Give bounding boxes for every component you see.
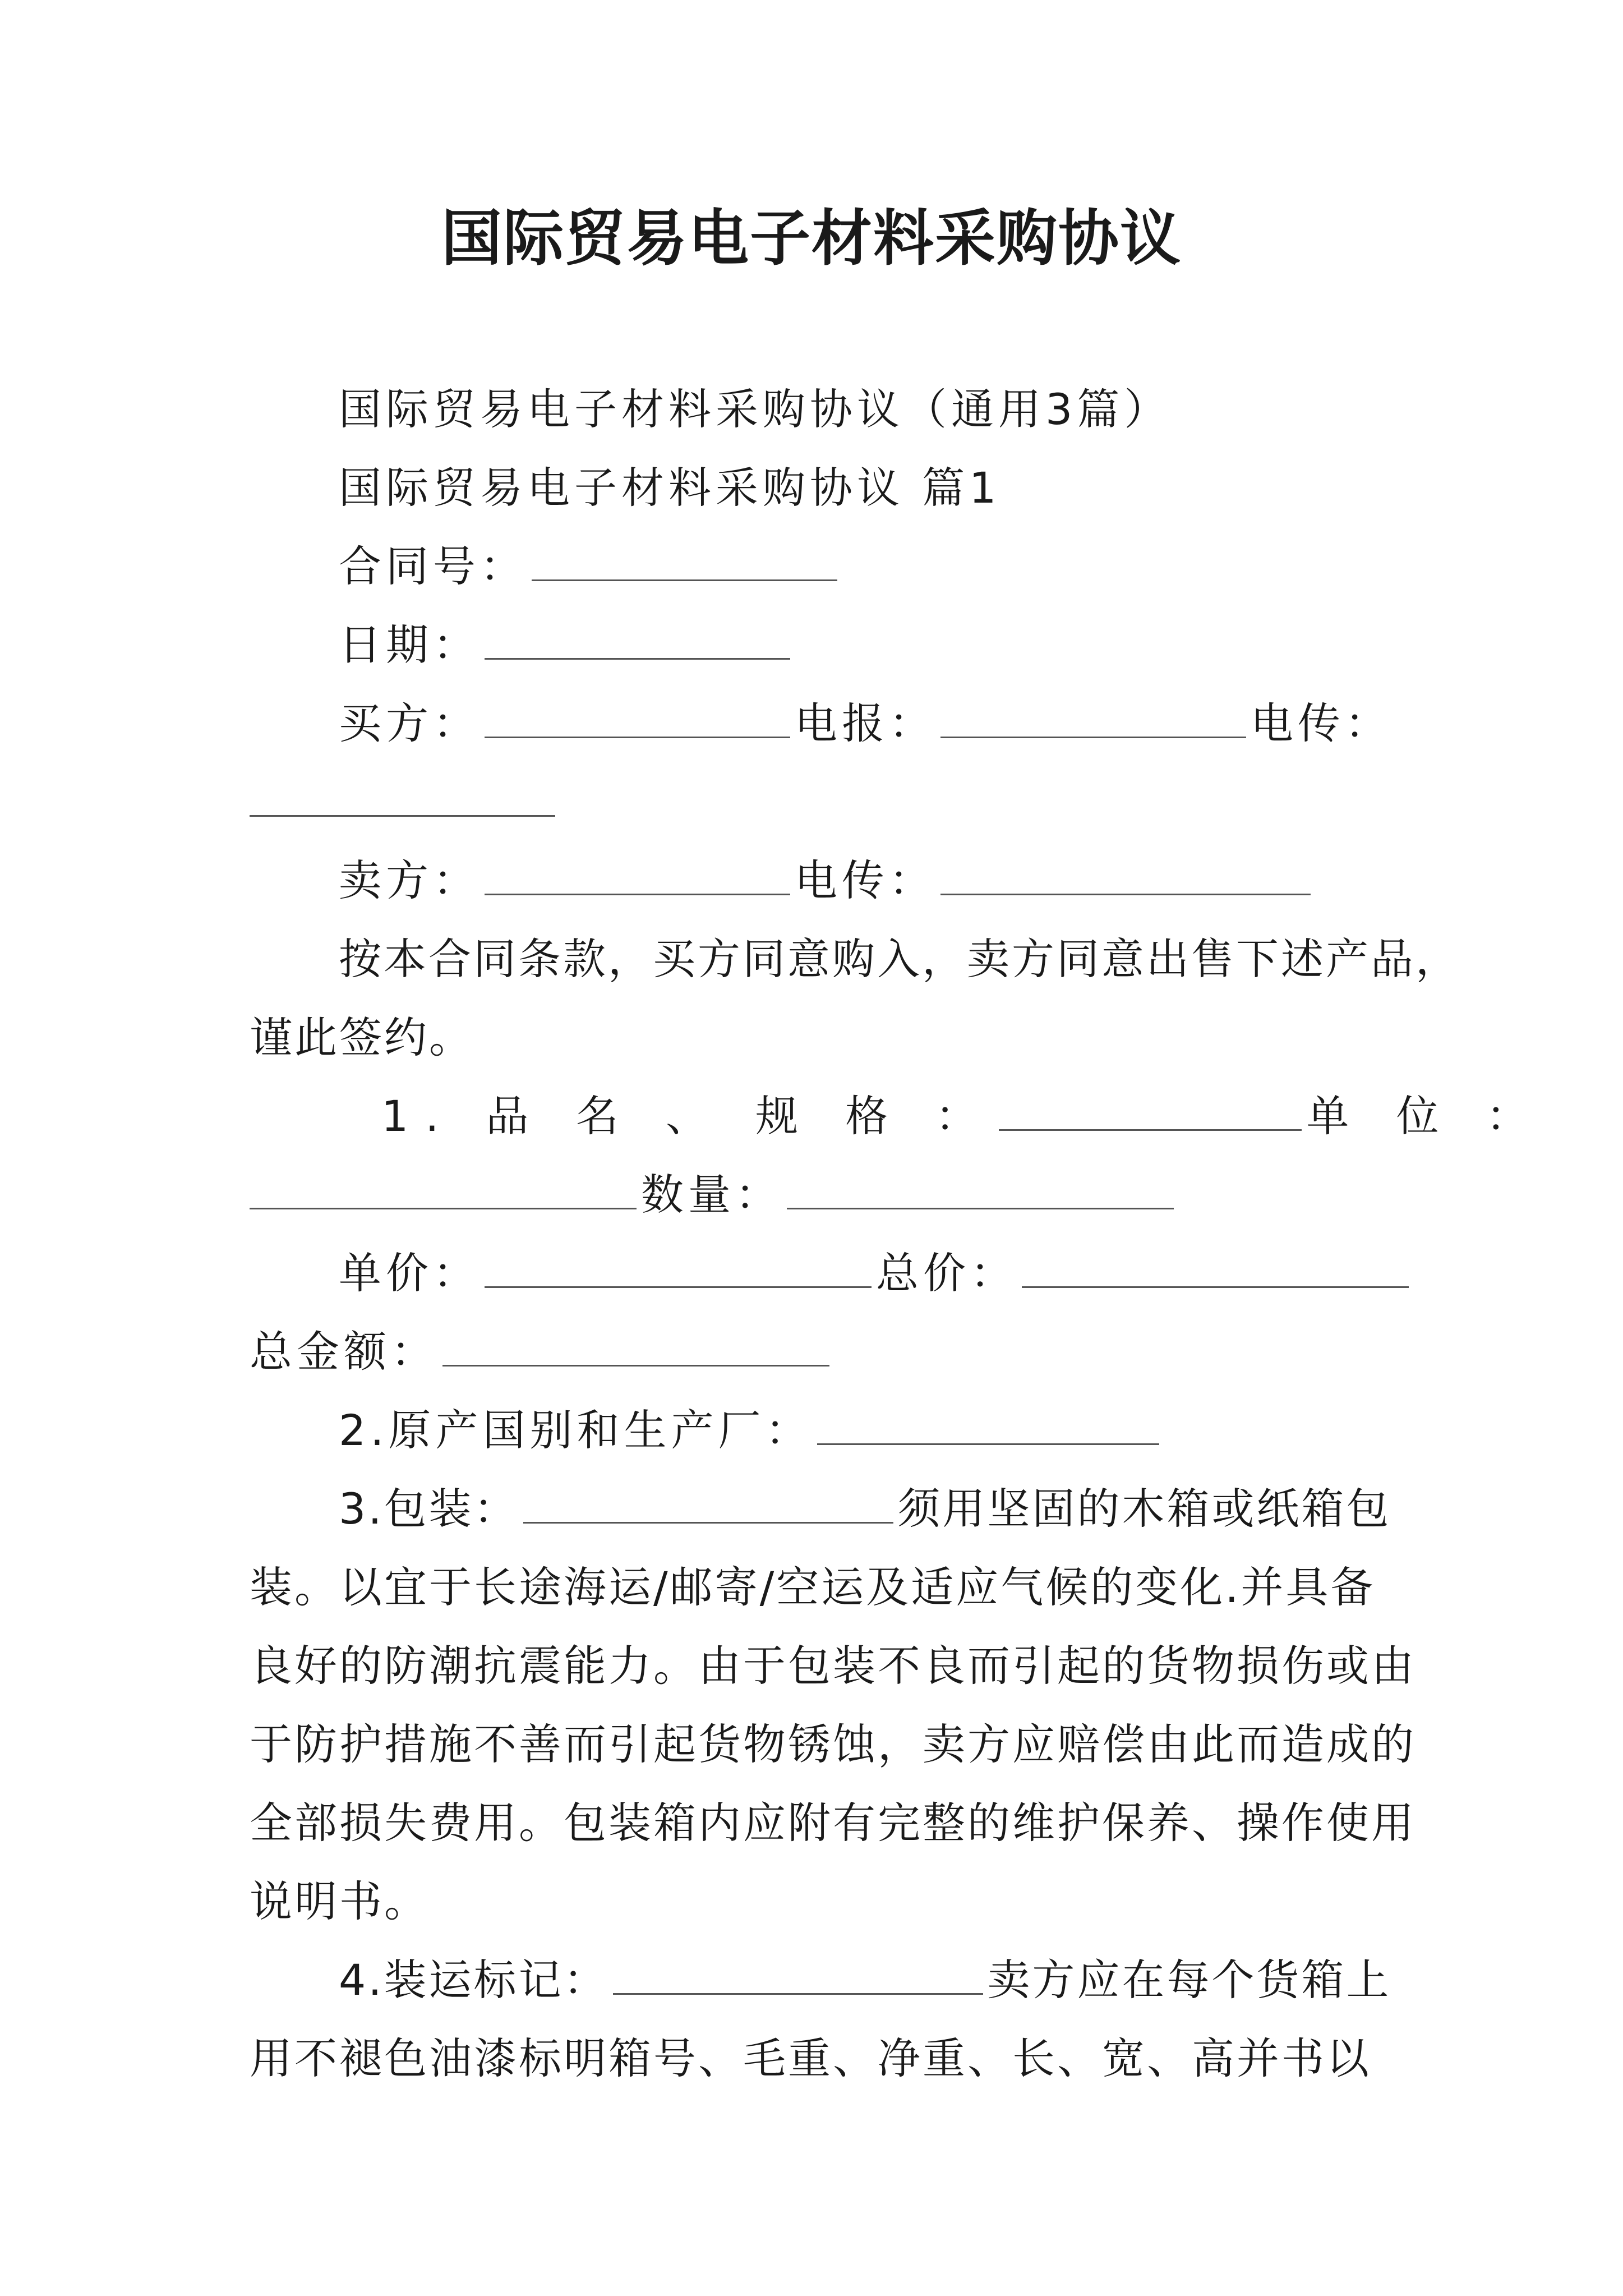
item2-label: 2.原产国别和生产厂： (339, 1405, 813, 1455)
subtitle: 国际贸易电子材料采购协议（通用3篇） (339, 384, 1172, 434)
fax-blank-line (250, 774, 555, 830)
seller-line (339, 853, 1315, 909)
contract-number-blank[interactable] (532, 545, 837, 581)
item1-unit-blank[interactable] (250, 1173, 637, 1209)
buyer-line (339, 696, 1392, 752)
item1-quantity-label: 数量： (641, 1170, 782, 1220)
section-heading: 国际贸易电子材料采购协议 篇1 (339, 463, 1001, 513)
item4-line-1 (339, 1952, 1391, 2008)
item3-tail: 须用坚固的木箱或纸箱包 (897, 1484, 1391, 1534)
total-amount-line (250, 1324, 834, 1380)
item2-blank[interactable] (817, 1409, 1159, 1445)
item1-name-spec-blank[interactable] (999, 1094, 1302, 1131)
seller-fax-label: 电传： (795, 855, 936, 905)
total-amount-label: 总金额： (250, 1327, 438, 1377)
buyer-label: 买方： (339, 698, 480, 748)
fax-label: 电传： (1251, 698, 1392, 748)
item1-quantity-line (250, 1167, 1178, 1223)
price-line (339, 1245, 1413, 1301)
item2-line (339, 1402, 1164, 1458)
document-title: 国际贸易电子材料采购协议 (441, 203, 1182, 274)
item1-line (381, 1088, 1546, 1144)
item4-tail: 卖方应在每个货箱上 (987, 1955, 1391, 2005)
item1-quantity-blank[interactable] (787, 1173, 1174, 1209)
item3-line-4: 于防护措施不善而引起货物锈蚀，卖方应赔偿由此而造成的 (250, 1719, 1416, 1769)
fax-blank[interactable] (250, 780, 555, 817)
item3-line-2: 装。以宜于长途海运/邮寄/空运及适应气候的变化.并具备 (250, 1562, 1376, 1612)
telegram-label: 电报： (795, 698, 936, 748)
item3-line-3: 良好的防潮抗震能力。由于包装不良而引起的货物损伤或由 (250, 1641, 1416, 1691)
buyer-blank[interactable] (485, 702, 790, 738)
item3-label: 3.包装： (339, 1484, 519, 1534)
item3-line-1 (339, 1481, 1391, 1537)
total-amount-blank[interactable] (442, 1330, 829, 1366)
date-line (339, 617, 795, 673)
contract-number-label: 合同号： (339, 541, 527, 591)
item4-label: 4.装运标记： (339, 1955, 608, 2005)
total-price-label: 总价： (876, 1248, 1017, 1298)
unit-price-label: 单价： (339, 1248, 480, 1298)
intro-line-2: 谨此签约。 (250, 1013, 474, 1062)
item1-unit-label: 单 位 ： (1306, 1091, 1546, 1141)
item3-blank[interactable] (523, 1487, 893, 1524)
item4-line-2: 用不褪色油漆标明箱号、毛重、净重、长、宽、高并书以 (250, 2033, 1371, 2083)
seller-label: 卖方： (339, 855, 480, 905)
unit-price-blank[interactable] (485, 1251, 872, 1288)
item4-blank[interactable] (613, 1958, 983, 1995)
item1-name-spec-label: 1. 品 名 、 规 格 ： (381, 1091, 995, 1141)
date-blank[interactable] (485, 623, 790, 660)
item3-line-5: 全部损失费用。包装箱内应附有完整的维护保养、操作使用 (250, 1798, 1416, 1848)
seller-blank[interactable] (485, 859, 790, 895)
total-price-blank[interactable] (1022, 1251, 1409, 1288)
telegram-blank[interactable] (940, 702, 1246, 738)
intro-line-1: 按本合同条款，买方同意购入，卖方同意出售下述产品， (339, 934, 1460, 984)
seller-fax-blank[interactable] (940, 859, 1311, 895)
date-label: 日期： (339, 620, 480, 670)
contract-number-line (339, 539, 842, 595)
item3-line-6: 说明书。 (250, 1876, 429, 1926)
